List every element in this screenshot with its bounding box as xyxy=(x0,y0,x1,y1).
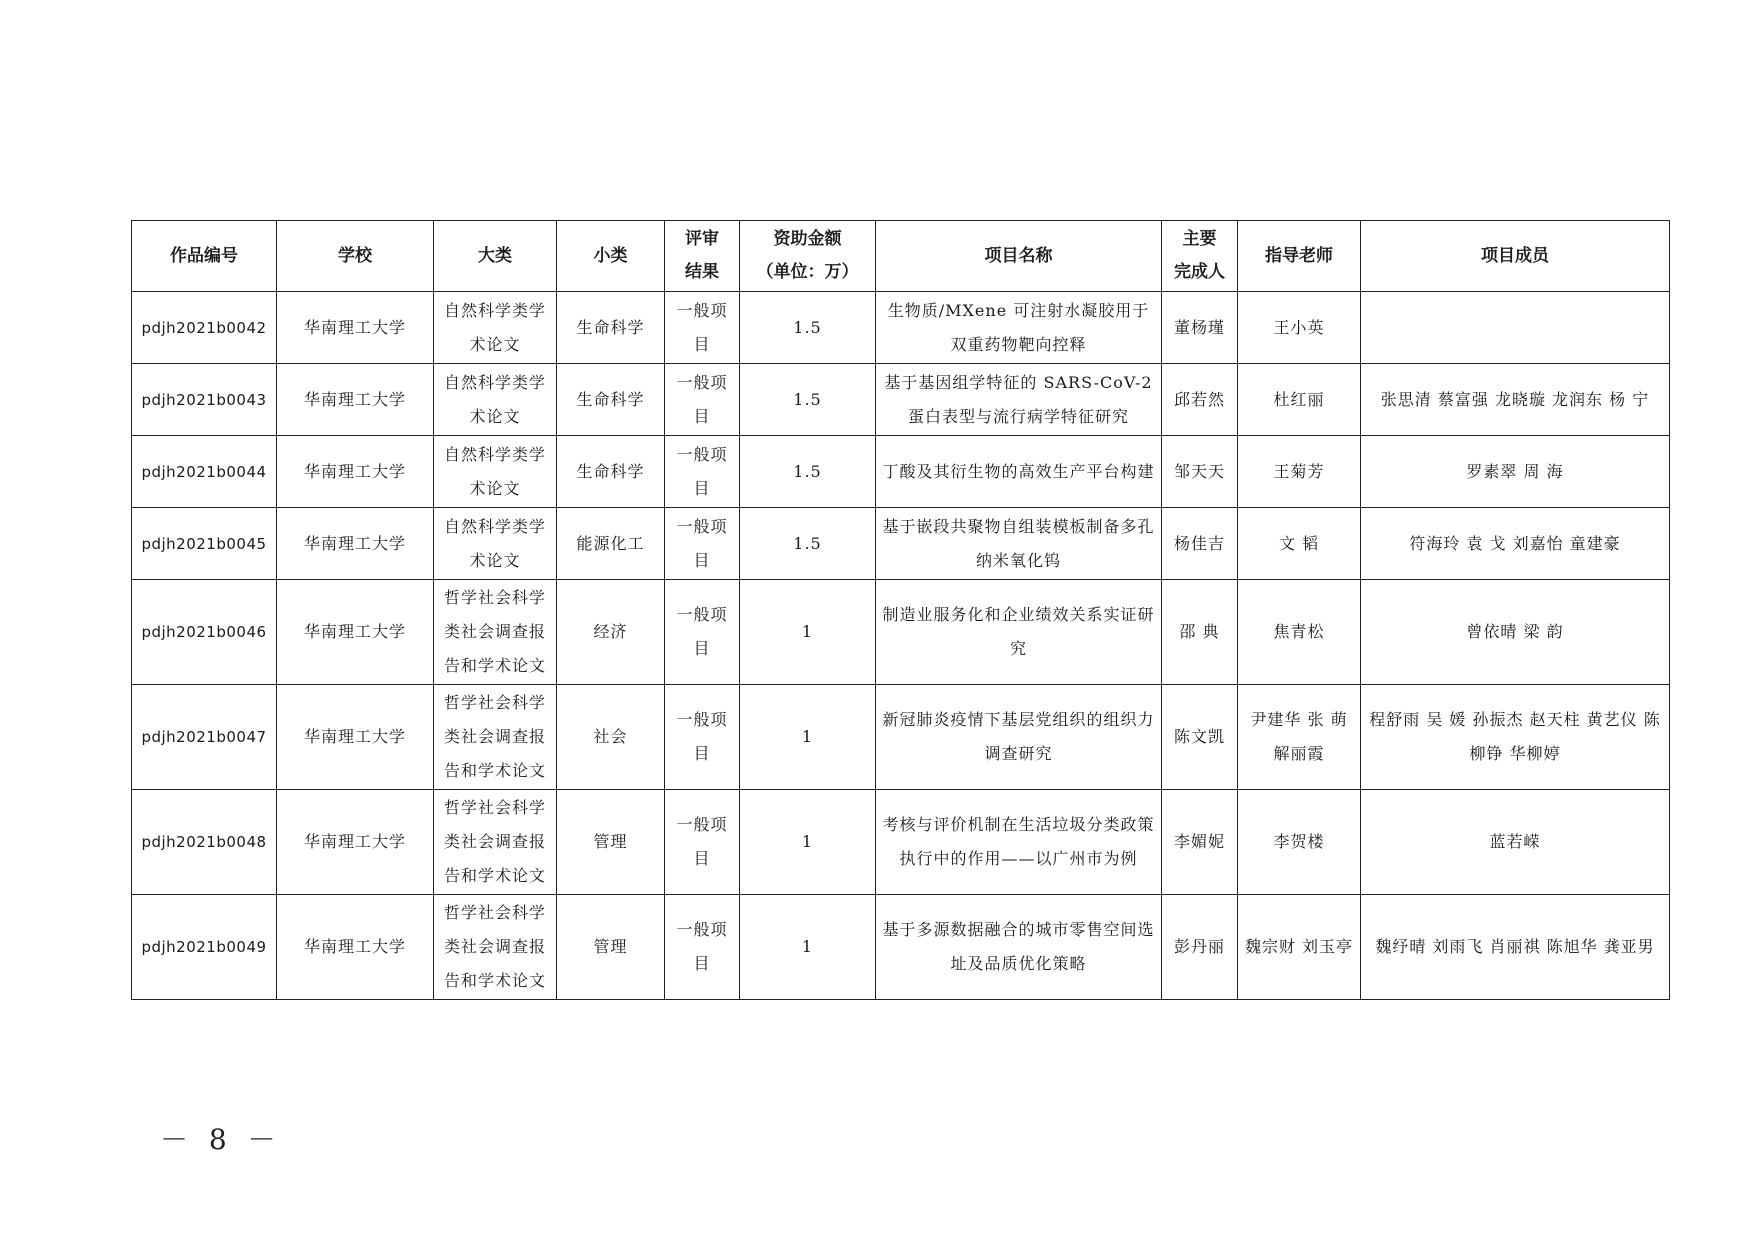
category-cell: 自然科学类学术论文 xyxy=(434,364,557,436)
header-cell: 项目名称 xyxy=(876,221,1162,292)
table-row xyxy=(132,685,1670,790)
table-row xyxy=(132,790,1670,895)
funding-amount-cell: 1.5 xyxy=(740,436,876,508)
header-cell: 大类 xyxy=(434,221,557,292)
school-cell: 华南理工大学 xyxy=(277,895,434,1000)
funding-amount-cell: 1.5 xyxy=(740,292,876,364)
subcategory-cell: 生命科学 xyxy=(557,292,665,364)
school-cell: 华南理工大学 xyxy=(277,436,434,508)
header-row xyxy=(132,221,1670,292)
advisor-cell: 尹建华 张 萌 解丽霞 xyxy=(1238,685,1361,790)
document-table-container xyxy=(131,220,1669,1000)
review-result-cell: 一般项目 xyxy=(665,580,740,685)
school-cell: 华南理工大学 xyxy=(277,364,434,436)
table-row xyxy=(132,364,1670,436)
subcategory-cell: 管理 xyxy=(557,895,665,1000)
advisor-cell: 王菊芳 xyxy=(1238,436,1361,508)
advisor-cell: 王小英 xyxy=(1238,292,1361,364)
review-result-cell: 一般项目 xyxy=(665,436,740,508)
project-funding-table xyxy=(131,220,1670,1000)
header-cell: 指导老师 xyxy=(1238,221,1361,292)
header-cell: 学校 xyxy=(277,221,434,292)
advisor-cell: 魏宗财 刘玉亭 xyxy=(1238,895,1361,1000)
funding-amount-cell: 1 xyxy=(740,790,876,895)
project-name-cell: 生物质/MXene 可注射水凝胶用于双重药物靶向控释 xyxy=(876,292,1162,364)
main-author-cell: 邵 典 xyxy=(1162,580,1238,685)
header-cell: 小类 xyxy=(557,221,665,292)
advisor-cell: 文 韬 xyxy=(1238,508,1361,580)
review-result-cell: 一般项目 xyxy=(665,508,740,580)
work-id-cell: pdjh2021b0047 xyxy=(132,685,277,790)
main-author-cell: 陈文凯 xyxy=(1162,685,1238,790)
review-result-cell: 一般项目 xyxy=(665,364,740,436)
category-cell: 哲学社会科学类社会调查报告和学术论文 xyxy=(434,685,557,790)
main-author-cell: 彭丹丽 xyxy=(1162,895,1238,1000)
work-id-cell: pdjh2021b0043 xyxy=(132,364,277,436)
project-name-cell: 新冠肺炎疫情下基层党组织的组织力调查研究 xyxy=(876,685,1162,790)
table-row xyxy=(132,292,1670,364)
project-name-cell: 制造业服务化和企业绩效关系实证研究 xyxy=(876,580,1162,685)
subcategory-cell: 经济 xyxy=(557,580,665,685)
members-cell: 罗素翠 周 海 xyxy=(1361,436,1670,508)
members-cell: 程舒雨 吴 媛 孙振杰 赵天柱 黄艺仪 陈柳铮 华柳婷 xyxy=(1361,685,1670,790)
members-cell: 符海玲 袁 戈 刘嘉怡 童建豪 xyxy=(1361,508,1670,580)
school-cell: 华南理工大学 xyxy=(277,685,434,790)
review-result-cell: 一般项目 xyxy=(665,790,740,895)
category-cell: 哲学社会科学类社会调查报告和学术论文 xyxy=(434,580,557,685)
school-cell: 华南理工大学 xyxy=(277,292,434,364)
project-name-cell: 基于嵌段共聚物自组装模板制备多孔纳米氧化钨 xyxy=(876,508,1162,580)
work-id-cell: pdjh2021b0048 xyxy=(132,790,277,895)
funding-amount-cell: 1 xyxy=(740,685,876,790)
subcategory-cell: 能源化工 xyxy=(557,508,665,580)
main-author-cell: 邹天天 xyxy=(1162,436,1238,508)
members-cell: 蓝若嵘 xyxy=(1361,790,1670,895)
main-author-cell: 邱若然 xyxy=(1162,364,1238,436)
funding-amount-cell: 1 xyxy=(740,895,876,1000)
subcategory-cell: 管理 xyxy=(557,790,665,895)
work-id-cell: pdjh2021b0042 xyxy=(132,292,277,364)
header-cell: 资助金额 （单位：万） xyxy=(740,221,876,292)
main-author-cell: 李媚妮 xyxy=(1162,790,1238,895)
review-result-cell: 一般项目 xyxy=(665,895,740,1000)
subcategory-cell: 生命科学 xyxy=(557,364,665,436)
school-cell: 华南理工大学 xyxy=(277,790,434,895)
header-cell: 项目成员 xyxy=(1361,221,1670,292)
header-cell: 主要 完成人 xyxy=(1162,221,1238,292)
funding-amount-cell: 1 xyxy=(740,580,876,685)
table-row xyxy=(132,580,1670,685)
members-cell: 张思清 蔡富强 龙晓璇 龙润东 杨 宁 xyxy=(1361,364,1670,436)
table-row xyxy=(132,436,1670,508)
review-result-cell: 一般项目 xyxy=(665,292,740,364)
project-name-cell: 基于基因组学特征的 SARS-CoV-2 蛋白表型与流行病学特征研究 xyxy=(876,364,1162,436)
advisor-cell: 杜红丽 xyxy=(1238,364,1361,436)
category-cell: 自然科学类学术论文 xyxy=(434,508,557,580)
category-cell: 哲学社会科学类社会调查报告和学术论文 xyxy=(434,790,557,895)
table-row xyxy=(132,895,1670,1000)
main-author-cell: 杨佳吉 xyxy=(1162,508,1238,580)
category-cell: 哲学社会科学类社会调查报告和学术论文 xyxy=(434,895,557,1000)
review-result-cell: 一般项目 xyxy=(665,685,740,790)
project-name-cell: 丁酸及其衍生物的高效生产平台构建 xyxy=(876,436,1162,508)
main-author-cell: 董杨瑾 xyxy=(1162,292,1238,364)
page-number: － 8 － xyxy=(160,1123,282,1156)
work-id-cell: pdjh2021b0049 xyxy=(132,895,277,1000)
category-cell: 自然科学类学术论文 xyxy=(434,292,557,364)
work-id-cell: pdjh2021b0045 xyxy=(132,508,277,580)
header-cell: 评审 结果 xyxy=(665,221,740,292)
work-id-cell: pdjh2021b0046 xyxy=(132,580,277,685)
subcategory-cell: 生命科学 xyxy=(557,436,665,508)
project-name-cell: 考核与评价机制在生活垃圾分类政策执行中的作用——以广州市为例 xyxy=(876,790,1162,895)
members-cell: 魏纾晴 刘雨飞 肖丽祺 陈旭华 龚亚男 xyxy=(1361,895,1670,1000)
school-cell: 华南理工大学 xyxy=(277,580,434,685)
work-id-cell: pdjh2021b0044 xyxy=(132,436,277,508)
subcategory-cell: 社会 xyxy=(557,685,665,790)
category-cell: 自然科学类学术论文 xyxy=(434,436,557,508)
members-cell: 曾依晴 梁 韵 xyxy=(1361,580,1670,685)
funding-amount-cell: 1.5 xyxy=(740,508,876,580)
members-cell xyxy=(1361,292,1670,364)
project-name-cell: 基于多源数据融合的城市零售空间选址及品质优化策略 xyxy=(876,895,1162,1000)
header-cell: 作品编号 xyxy=(132,221,277,292)
advisor-cell: 李贺楼 xyxy=(1238,790,1361,895)
school-cell: 华南理工大学 xyxy=(277,508,434,580)
table-row xyxy=(132,508,1670,580)
advisor-cell: 焦青松 xyxy=(1238,580,1361,685)
funding-amount-cell: 1.5 xyxy=(740,364,876,436)
